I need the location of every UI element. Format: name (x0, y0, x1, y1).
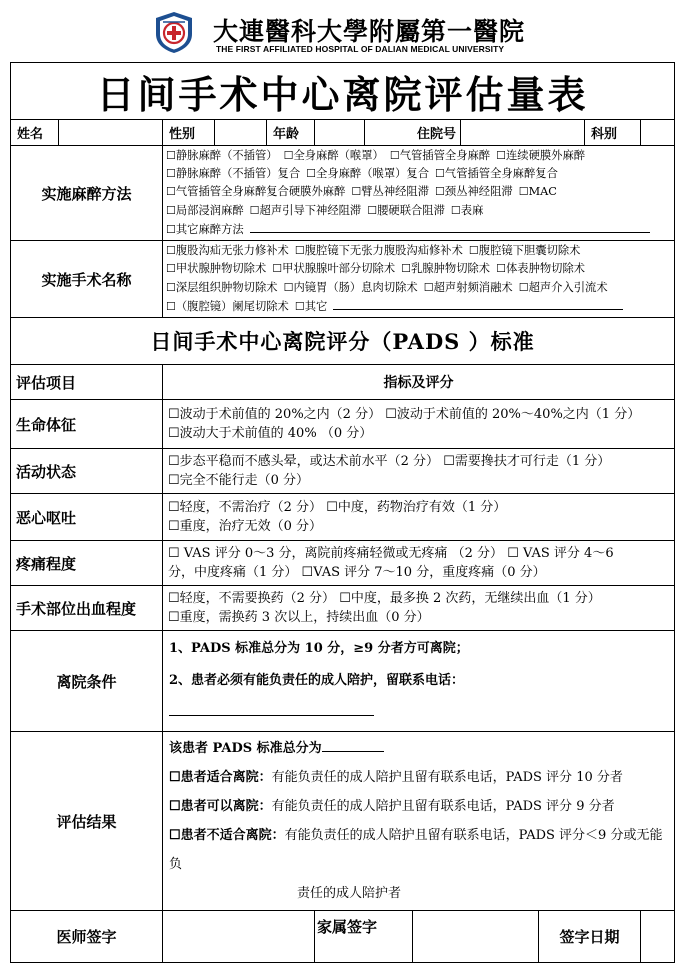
pads-item-name: 生命体征 (11, 400, 163, 449)
hospital-name-en: THE FIRST AFFILIATED HOSPITAL OF DALIAN MEDICAL UNIVERSITY (216, 44, 505, 54)
name-label: 姓名 (11, 120, 59, 146)
checkbox-icon[interactable]: ☐ (294, 244, 305, 258)
checkbox-icon[interactable]: ☐ (166, 185, 176, 199)
anesthesia-option-label: 静脉麻醉（不插管）复合 (175, 167, 301, 181)
surgery-row (166, 242, 671, 260)
admission-no-label: 住院号 (365, 120, 461, 146)
anesthesia-option[interactable] (367, 202, 445, 220)
checkbox-icon[interactable]: ☐ (166, 299, 176, 313)
name-field[interactable] (59, 120, 163, 146)
result-options (163, 732, 675, 911)
anesthesia-option-label: MAC (528, 185, 557, 199)
surgery-option[interactable] (469, 242, 581, 260)
surgery-option[interactable] (424, 279, 513, 297)
surgery-option[interactable] (166, 279, 278, 297)
checkbox-icon[interactable]: ☐ (294, 299, 305, 313)
discharge-line-2 (169, 665, 668, 729)
doctor-sign-label: 医师签字 (11, 911, 163, 963)
surgery-option-label: 甲状腺肿物切除术 (175, 262, 267, 276)
surgery-option-label: 腹股沟疝无张力修补术 (175, 244, 289, 258)
date-sign-label: 签字日期 (539, 911, 641, 963)
pads-item-name: 手术部位出血程度 (11, 586, 163, 631)
anesthesia-option-label: 静脉麻醉（不插管） (175, 149, 278, 162)
checkbox-icon[interactable]: ☐ (518, 185, 529, 199)
surgery-option[interactable] (295, 242, 463, 260)
checkbox-icon[interactable]: ☐ (166, 280, 176, 294)
discharge-line-1: 1、PADS 标准总分为 10 分，≥9 分者方可离院； (169, 641, 469, 657)
checkbox-icon[interactable]: ☐ (496, 149, 506, 162)
pads-criteria-line[interactable]: ☐完全不能行走（0 分） (168, 473, 310, 489)
anesthesia-row (166, 147, 671, 165)
date-sign-field[interactable] (641, 911, 675, 963)
result-option-status: ☐患者不适合离院： (169, 828, 285, 844)
anesthesia-option[interactable] (435, 183, 513, 201)
surgery-options (163, 241, 675, 318)
hospital-name-cn: 大連醫科大學附屬第一醫院 (213, 17, 526, 46)
result-desc-cont: 责任的成人陪护者 (297, 886, 402, 902)
checkbox-icon[interactable]: ☐ (435, 167, 445, 181)
doctor-sign-field[interactable] (163, 911, 315, 963)
checkbox-icon[interactable]: ☐ (435, 185, 445, 199)
anesthesia-option-label: 连续硬膜外麻醉 (505, 149, 586, 162)
result-option-ok[interactable] (169, 792, 668, 821)
surgery-option-label: 其它 (304, 299, 328, 313)
pads-item-criteria (163, 541, 675, 586)
checkbox-icon[interactable]: ☐ (166, 149, 176, 162)
surgery-option[interactable] (401, 260, 490, 278)
checkbox-icon[interactable]: ☐ (166, 203, 176, 217)
checkbox-icon[interactable]: ☐ (166, 262, 176, 276)
anesthesia-option-label: 气管插管全身麻醉复合 (444, 167, 558, 181)
anesthesia-row (166, 165, 671, 183)
anesthesia-option[interactable] (166, 221, 244, 239)
anesthesia-option[interactable] (306, 165, 429, 183)
other-surgery-field[interactable] (333, 297, 623, 310)
checkbox-icon[interactable]: ☐ (249, 203, 260, 217)
anesthesia-option-label: 臂丛神经阻滞 (361, 185, 430, 199)
surgery-option[interactable] (284, 279, 418, 297)
anesthesia-options (163, 146, 675, 241)
checkbox-icon[interactable]: ☐ (283, 280, 294, 294)
surgery-row (166, 260, 671, 278)
result-option-desc: 有能负责任的成人陪护且留有联系电话，PADS 评分 9 分者 (271, 799, 615, 815)
total-score-line (169, 734, 668, 763)
gender-label: 性别 (163, 120, 215, 146)
anesthesia-row (166, 220, 671, 239)
pads-item-criteria (163, 449, 675, 494)
anesthesia-option[interactable] (519, 183, 557, 201)
total-score-field[interactable] (322, 737, 384, 752)
checkbox-icon[interactable]: ☐ (166, 222, 176, 236)
anesthesia-option-label: 全身麻醉（喉罩）复合 (316, 167, 430, 181)
pads-item-row (11, 541, 675, 586)
discharge-label: 离院条件 (11, 631, 163, 732)
checkbox-icon[interactable]: ☐ (450, 203, 461, 217)
pads-item-row (11, 400, 675, 449)
age-label: 年龄 (267, 120, 315, 146)
surgery-option-label: 甲状腺腺叶部分切除术 (282, 262, 396, 276)
surgery-option[interactable] (166, 260, 266, 278)
anesthesia-option[interactable] (250, 202, 362, 220)
other-anesthesia-field[interactable] (250, 220, 650, 233)
anesthesia-option[interactable] (166, 165, 300, 183)
pads-item-criteria (163, 400, 675, 449)
anesthesia-option[interactable] (166, 147, 278, 165)
checkbox-icon[interactable]: ☐ (283, 149, 294, 162)
item-header: 评估项目 (11, 365, 163, 400)
surgery-option-label: 内镜胃（肠）息肉切除术 (293, 280, 418, 294)
result-option-unfit[interactable] (169, 821, 668, 879)
hospital-logo-icon (153, 10, 195, 54)
gender-field[interactable] (215, 120, 267, 146)
age-field[interactable] (315, 120, 365, 146)
result-option-status: ☐患者可以离院： (169, 799, 272, 815)
checkbox-icon[interactable]: ☐ (367, 203, 378, 217)
checkbox-icon[interactable]: ☐ (351, 185, 362, 199)
pads-item-row (11, 586, 675, 631)
result-label: 评估结果 (11, 732, 163, 911)
pads-criteria-line[interactable]: ☐步态平稳而不感头晕，或达术前水平（2 分） ☐需要搀扶才可行走（1 分） (168, 454, 611, 470)
anesthesia-option[interactable] (451, 202, 483, 220)
surgery-row (166, 297, 671, 316)
surgery-option-label: 超声介入引流术 (528, 280, 608, 294)
pads-criteria-line[interactable]: ☐轻度，不需治疗（2 分） ☐中度，药物治疗有效（1 分） (168, 500, 507, 516)
surgery-option[interactable] (519, 279, 608, 297)
department-field[interactable] (641, 120, 675, 146)
pads-criteria-line[interactable]: ☐重度，治疗无效（0 分） (168, 519, 323, 535)
checkbox-icon[interactable]: ☐ (423, 280, 434, 294)
surgery-option-label: 体表肿物切除术 (505, 262, 586, 276)
surgery-option-label: （腹腔镜）阑尾切除术 (175, 299, 289, 313)
pads-item-row (11, 494, 675, 541)
checkbox-icon[interactable]: ☐ (496, 262, 506, 276)
checkbox-icon[interactable]: ☐ (468, 244, 479, 258)
pads-item-name: 活动状态 (11, 449, 163, 494)
anesthesia-option-label: 气管插管全身麻醉复合硬膜外麻醉 (175, 185, 346, 199)
surgery-option[interactable] (166, 298, 289, 316)
surgery-option-label: 超声射频消融术 (433, 280, 513, 294)
anesthesia-row (166, 183, 671, 201)
letterhead (10, 0, 674, 62)
anesthesia-option[interactable] (390, 147, 490, 165)
checkbox-icon[interactable]: ☐ (389, 149, 400, 162)
checkbox-icon[interactable]: ☐ (518, 280, 529, 294)
phone-field[interactable] (169, 701, 374, 716)
page (10, 0, 674, 963)
pads-criteria-line[interactable]: ☐波动于术前值的 20%之内（2 分） ☐波动于术前值的 20%～40%之内（1 分） (168, 407, 641, 423)
pads-criteria-line[interactable]: ☐重度，需换药 3 次以上，持续出血（0 分） (168, 610, 430, 626)
anesthesia-option-label: 全身麻醉（喉罩） (293, 149, 384, 162)
checkbox-icon[interactable]: ☐ (401, 262, 411, 276)
surgery-option[interactable] (496, 260, 585, 278)
admission-no-field[interactable] (461, 120, 585, 146)
pads-criteria-line[interactable]: ☐轻度，不需要换药（2 分） ☐中度，最多换 2 次药，无继续出血（1 分） (168, 591, 601, 607)
pads-item-criteria (163, 494, 675, 541)
anesthesia-row (166, 202, 671, 220)
anesthesia-option[interactable] (351, 183, 429, 201)
total-score-label: 该患者 PADS 标准总分为 (169, 741, 322, 757)
assessment-form (10, 62, 675, 963)
anesthesia-option[interactable] (435, 165, 558, 183)
surgery-option-label: 乳腺肿物切除术 (411, 262, 491, 276)
surgery-option[interactable] (166, 242, 289, 260)
anesthesia-option-label: 超声引导下神经阻滞 (259, 203, 362, 217)
anesthesia-option[interactable] (496, 147, 585, 165)
result-option-desc: 有能负责任的成人陪护且留有联系电话，PADS 评分 10 分者 (271, 770, 623, 786)
pads-item-name: 疼痛程度 (11, 541, 163, 586)
surgery-option[interactable] (295, 298, 327, 316)
phone-label: 2、患者必须有能负责任的成人陪护，留联系电话： (169, 673, 465, 689)
result-option-status: ☐患者适合离院： (169, 770, 272, 786)
result-option-fit[interactable] (169, 763, 668, 792)
checkbox-icon[interactable]: ☐ (166, 167, 176, 181)
anesthesia-option-label: 气管插管全身麻醉 (399, 149, 491, 162)
department-label: 科别 (585, 120, 641, 146)
anesthesia-option-label: 局部浸润麻醉 (175, 203, 244, 217)
pads-criteria-line[interactable]: ☐ VAS 评分 0～3 分，离院前疼痛轻微或无疼痛 （2 分） ☐ VAS 评分 4～6 (168, 546, 614, 562)
pads-criteria-line[interactable]: ☐波动大于术前值的 40% （0 分） (168, 426, 373, 442)
anesthesia-option[interactable] (166, 183, 345, 201)
anesthesia-label: 实施麻醉方法 (11, 146, 163, 241)
surgery-option-label: 腹腔镜下无张力腹股沟疝修补术 (304, 244, 463, 258)
checkbox-icon[interactable]: ☐ (272, 262, 283, 276)
result-option-desc: 有能负责任的成人陪护且留有联系电话，PADS 评分＜9 分或无能负 (169, 828, 663, 873)
family-sign-field[interactable] (413, 911, 539, 963)
anesthesia-option[interactable] (166, 202, 244, 220)
anesthesia-option[interactable] (284, 147, 384, 165)
surgery-option-label: 腹腔镜下胆囊切除术 (478, 244, 581, 258)
surgery-row (166, 279, 671, 297)
surgery-option[interactable] (272, 260, 395, 278)
pads-item-criteria (163, 586, 675, 631)
pads-criteria-line[interactable]: 分，中度疼痛（1 分） ☐VAS 评分 7～10 分，重度疼痛（0 分） (168, 565, 546, 581)
criteria-header: 指标及评分 (163, 365, 675, 400)
form-title: 日间手术中心离院评估量表 (11, 63, 675, 120)
pads-item-row (11, 449, 675, 494)
pads-item-name: 恶心呕吐 (11, 494, 163, 541)
pads-title: 日间手术中心离院评分（PADS ）标准 (11, 318, 675, 365)
surgery-option-label: 深层组织肿物切除术 (175, 280, 278, 294)
anesthesia-option-label: 其它麻醉方法 (175, 222, 244, 236)
checkbox-icon[interactable]: ☐ (166, 244, 176, 258)
checkbox-icon[interactable]: ☐ (306, 167, 317, 181)
discharge-conditions (163, 631, 675, 732)
surgery-label: 实施手术名称 (11, 241, 163, 318)
family-sign-label: 家属签字 (315, 911, 413, 963)
anesthesia-option-label: 颈丛神经阻滞 (444, 185, 513, 199)
anesthesia-option-label: 表麻 (460, 203, 484, 217)
anesthesia-option-label: 腰硬联合阻滞 (377, 203, 445, 217)
